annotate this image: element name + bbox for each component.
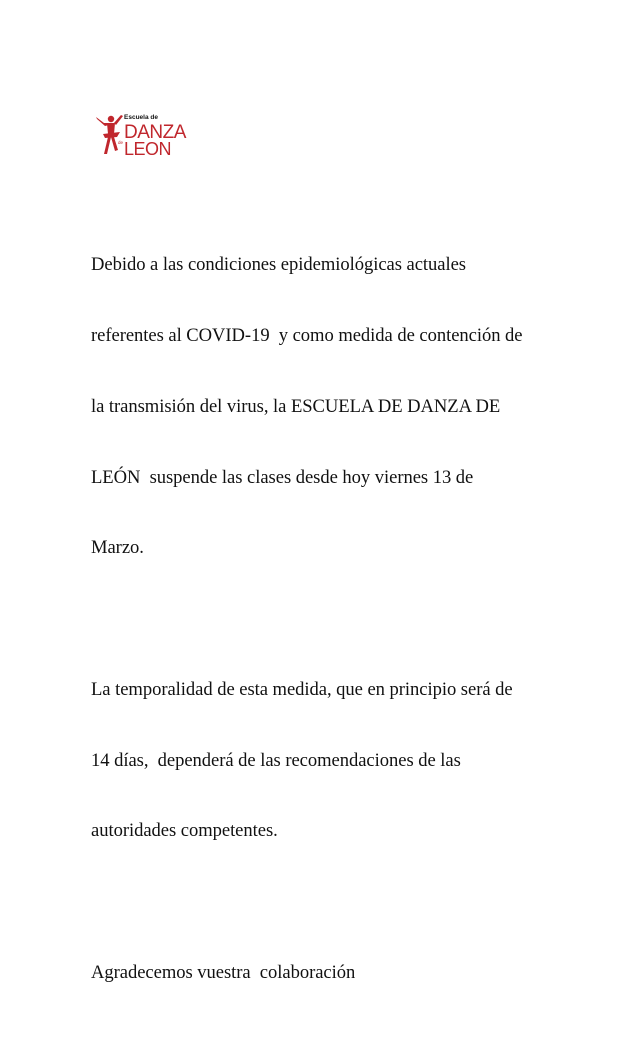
text-line: Marzo. <box>91 537 144 559</box>
dancer-logo-icon <box>94 110 200 158</box>
text-line: 14 días, dependerá de las recomendaciones de las <box>91 749 461 771</box>
text-line: Agradecemos vuestra colaboración <box>91 962 356 983</box>
logo-word-danza: DANZA <box>124 122 186 143</box>
text-line: La temporalidad de esta medida, que en principio será de <box>91 678 513 700</box>
paragraph-duration <box>91 631 561 891</box>
logo-small-de: de <box>118 140 124 145</box>
text-line: referentes al COVID-19 y como medida de contención de <box>91 324 523 346</box>
school-logo <box>94 110 200 158</box>
text-line: la transmisión del virus, la ESCUELA DE DANZA DE <box>91 395 501 417</box>
notice-body <box>91 206 561 1055</box>
logo-word-leon: LEON <box>124 139 172 158</box>
text-line: autoridades competentes. <box>91 820 278 842</box>
text-line: Debido a las condiciones epidemiológicas actuales <box>91 254 466 276</box>
paragraph-suspension <box>91 206 561 607</box>
text-line: LEÓN suspende las clases desde hoy viernes 13 de <box>91 466 474 488</box>
logo-small-text: Escuela de <box>124 114 158 121</box>
paragraph-thanks <box>91 914 561 1032</box>
